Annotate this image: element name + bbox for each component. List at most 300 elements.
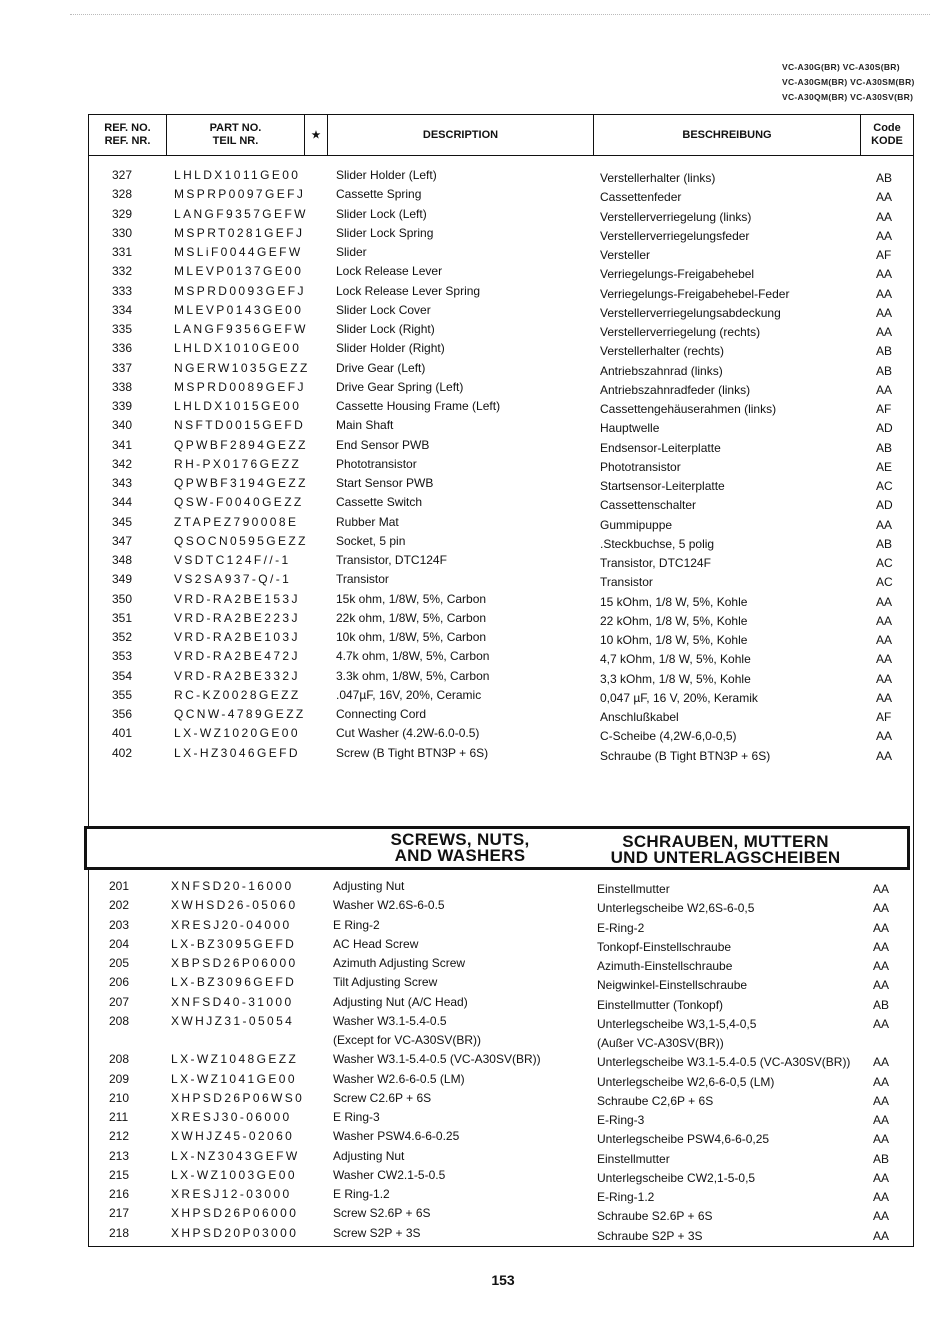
ref-no-cell: 339 (112, 399, 133, 413)
price-code-cell: AB (876, 536, 893, 551)
part-no-cell: QPWBF2894GEZZ (174, 437, 308, 452)
price-code-cell: AA (876, 228, 893, 243)
table-row (88, 243, 914, 262)
description-cell: Adjusting Nut (333, 879, 405, 893)
price-code-cell: AA (876, 286, 893, 301)
ref-no-cell: 205 (109, 956, 130, 970)
part-no-cell: MLEVP0143GE00 (174, 302, 304, 317)
header-ref-line2: REF. NR. (104, 135, 151, 147)
description-cell: 10k ohm, 1/8W, 5%, Carbon (336, 630, 487, 644)
ref-no-cell: 217 (109, 1206, 130, 1221)
price-code-cell: AA (876, 267, 893, 282)
description-cell: Lock Release Lever Spring (336, 283, 481, 298)
page-number: 153 (491, 1272, 515, 1288)
beschreibung-cell: Unterlegscheibe CW2,1-5-0,5 (597, 1170, 756, 1185)
price-code-cell: AA (876, 652, 893, 667)
description-cell: AC Head Screw (333, 936, 419, 951)
ref-no-cell: 204 (109, 936, 130, 951)
ref-no-cell: 347 (112, 533, 133, 548)
price-code-cell: AA (876, 748, 893, 763)
star-icon: ★ (311, 129, 321, 141)
beschreibung-cell: Verstellerverriegelung (links) (600, 209, 752, 224)
part-no-cell: LANGF9356GEFW (174, 322, 308, 336)
description-cell: Socket, 5 pin (336, 533, 406, 548)
table-row (88, 532, 914, 551)
description-cell: E Ring-2 (333, 917, 380, 932)
table-row (85, 935, 911, 954)
price-code-cell: AA (876, 209, 893, 224)
table-row (85, 1185, 911, 1204)
model-line: VC-A30QM(BR) VC-A30SV(BR) (782, 92, 914, 102)
table-row (85, 1070, 911, 1089)
price-code-cell: AA (873, 1074, 890, 1089)
beschreibung-cell: Einstellmutter (597, 882, 670, 896)
description-cell: E Ring-3 (333, 1110, 380, 1124)
part-no-cell: VRD-RA2BE332J (174, 668, 300, 683)
table-row (88, 224, 914, 243)
beschreibung-cell: Antriebszahnradfeder (links) (600, 382, 751, 397)
ref-no-cell: 203 (109, 917, 130, 932)
table-row (88, 205, 914, 224)
beschreibung-cell: Transistor (600, 575, 653, 590)
ref-no-cell: 218 (109, 1225, 130, 1240)
beschreibung-cell: Anschlußkabel (600, 710, 679, 724)
part-no-cell: NGERW1035GEZZ (174, 360, 310, 375)
table-row (85, 1050, 911, 1069)
part-no-cell: LHLDX1015GE00 (174, 399, 302, 413)
description-cell: Washer W2.6-6-0.5 (LM) (333, 1071, 465, 1086)
part-no-cell: QCNW-4789GEZZ (174, 707, 306, 721)
beschreibung-cell: Transistor, DTC124F (600, 556, 711, 570)
beschreibung-cell: Einstellmutter (Tonkopf) (597, 997, 724, 1012)
ref-no-cell: 210 (109, 1090, 130, 1105)
description-cell: Washer CW2.1-5-0.5 (333, 1167, 446, 1182)
table-row (88, 416, 914, 435)
part-no-cell: LX-WZ1003GE00 (171, 1167, 297, 1182)
beschreibung-cell: Einstellmutter (597, 1151, 670, 1166)
header-code-line1: Code (873, 122, 901, 134)
price-code-cell: AA (876, 633, 893, 647)
part-no-cell: MSPRD0093GEFJ (174, 283, 306, 298)
description-cell: Tilt Adjusting Screw (333, 975, 438, 990)
ref-no-cell: 355 (112, 687, 133, 702)
beschreibung-cell: Antriebszahnrad (links) (600, 363, 723, 378)
beschreibung-cell: Schraube S2.6P + 6S (597, 1209, 713, 1224)
description-cell: Slider Lock (Left) (336, 206, 427, 221)
price-code-cell: AC (876, 556, 893, 570)
description-cell: Washer W2.6S-6-0.5 (333, 898, 445, 913)
part-no-cell: XWHSD26-05060 (171, 898, 298, 913)
table-row (85, 973, 911, 992)
description-cell: Cassette Housing Frame (Left) (336, 399, 501, 413)
table-row (88, 551, 914, 570)
price-code-cell: AB (876, 440, 893, 455)
ref-no-cell: 328 (112, 187, 133, 202)
section-title-en-line1: SCREWS, NUTS, (390, 830, 530, 849)
ref-no-cell: 352 (112, 630, 133, 644)
price-code-cell: AB (876, 171, 893, 185)
description-cell: Phototransistor (336, 456, 417, 471)
price-code-cell: AA (876, 613, 893, 628)
ref-no-cell: 216 (109, 1187, 130, 1201)
description-cell: Cassette Spring (336, 187, 422, 202)
price-code-cell: AB (873, 997, 890, 1012)
table-row (88, 609, 914, 628)
ref-no-cell: 212 (109, 1129, 130, 1144)
description-cell: Lock Release Lever (336, 264, 443, 279)
table-row (88, 436, 914, 455)
description-cell: Transistor (336, 572, 389, 587)
part-no-cell: QSOCN0595GEZZ (174, 533, 308, 548)
description-cell: Drive Gear (Left) (336, 360, 426, 375)
price-code-cell: AA (873, 1170, 890, 1185)
part-no-cell: RC-KZ0028GEZZ (174, 687, 301, 702)
ref-no-cell: 331 (112, 245, 133, 259)
part-no-cell: MLEVP0137GE00 (174, 264, 304, 279)
table-row (88, 513, 914, 532)
ref-no-cell: 356 (112, 707, 133, 721)
ref-no-cell: 208 (109, 1013, 130, 1028)
part-no-cell: VRD-RA2BE103J (174, 630, 300, 644)
beschreibung-cell: Phototransistor (600, 459, 681, 474)
price-code-cell: AA (873, 882, 890, 896)
part-no-cell: XNFSD20-16000 (171, 879, 294, 893)
table-row (85, 1204, 911, 1223)
part-no-cell: MSPRT0281GEFJ (174, 225, 305, 240)
price-code-cell: AA (876, 690, 893, 705)
table-row (88, 282, 914, 301)
part-no-cell: RH-PX0176GEZZ (174, 456, 302, 471)
description-cell: Slider (336, 245, 367, 259)
beschreibung-cell: E-Ring-1.2 (597, 1190, 655, 1204)
description-cell: Washer W3.1-5.4-0.5 (VC-A30SV(BR)) (333, 1052, 541, 1067)
header-description (327, 114, 594, 156)
price-code-cell: AA (873, 920, 890, 935)
price-code-cell: AB (876, 344, 893, 359)
part-no-cell: QSW-F0040GEZZ (174, 495, 304, 510)
table-row (85, 1012, 911, 1031)
section-title-de-line2: UND UNTERLAGSCHEIBEN (610, 848, 841, 867)
price-code-cell: AA (876, 305, 893, 320)
ref-no-cell: 213 (109, 1148, 130, 1163)
description-cell: 22k ohm, 1/8W, 5%, Carbon (336, 610, 487, 625)
price-code-cell: AC (876, 575, 893, 590)
beschreibung-cell: Schraube (B Tight BTN3P + 6S) (600, 748, 771, 763)
description-cell: Slider Holder (Left) (336, 168, 437, 182)
beschreibung-cell: Gummipuppe (600, 517, 673, 532)
table-row (88, 301, 914, 320)
ref-no-cell: 401 (112, 726, 133, 741)
beschreibung-cell: Verriegelungs-Freigabehebel (600, 267, 755, 282)
price-code-cell: AE (876, 459, 893, 474)
table-row (88, 590, 914, 609)
part-no-cell: XRESJ30-06000 (171, 1110, 292, 1124)
price-code-cell: AA (873, 1113, 890, 1127)
price-code-cell: AD (876, 421, 893, 436)
price-code-cell: AA (873, 1016, 890, 1031)
part-no-cell: LX-WZ1041GE00 (171, 1071, 297, 1086)
description-cell: Cassette Switch (336, 495, 423, 510)
price-code-cell: AA (876, 190, 893, 205)
table-row (88, 397, 914, 416)
price-code-cell: AA (873, 1209, 890, 1224)
table-row (88, 628, 914, 647)
header-star (304, 114, 328, 156)
description-cell: Adjusting Nut (A/C Head) (333, 994, 468, 1009)
ref-no-cell: 206 (109, 975, 130, 990)
ref-no-cell: 341 (112, 437, 133, 452)
model-line: VC-A30G(BR) VC-A30S(BR) (782, 62, 900, 72)
table-row (88, 378, 914, 397)
beschreibung-cell: Verstellerverriegelungsfeder (600, 228, 750, 243)
beschreibung-cell: Unterlegscheibe W2,6-6-0,5 (LM) (597, 1074, 775, 1089)
description-cell: Cut Washer (4.2W-6.0-0.5) (336, 726, 480, 741)
beschreibung-cell: 3,3 kOhm, 1/8 W, 5%, Kohle (600, 671, 751, 686)
description-cell: Slider Lock Spring (336, 225, 434, 240)
ref-no-cell: 215 (109, 1167, 130, 1182)
beschreibung-cell: Unterlegscheibe W2,6S-6-0,5 (597, 901, 755, 916)
beschreibung-cell: C-Scheibe (4,2W-6,0-0,5) (600, 729, 737, 744)
beschreibung-cell: E-Ring-3 (597, 1113, 645, 1127)
header-part-line2: TEIL NR. (212, 135, 259, 147)
table-row (88, 667, 914, 686)
beschreibung-cell: Verstellerverriegelung (rechts) (600, 325, 761, 339)
description-cell: Screw S2P + 3S (333, 1225, 421, 1240)
beschreibung-cell: Endsensor-Leiterplatte (600, 440, 721, 455)
header-ref-line1: REF. NO. (104, 122, 151, 134)
ref-no-cell: 349 (112, 572, 133, 587)
beschreibung-cell: Unterlegscheibe W3.1-5.4-0.5 (VC-A30SV(BR)) (597, 1055, 851, 1070)
description-cell: Screw (B Tight BTN3P + 6S) (336, 745, 489, 760)
price-code-cell: AF (876, 248, 892, 262)
table-row (85, 993, 911, 1012)
description-cell: Adjusting Nut (333, 1148, 405, 1163)
price-code-cell: AA (873, 978, 890, 993)
part-no-cell: LHLDX1010GE00 (174, 341, 302, 356)
beschreibung-cell: Azimuth-Einstellschraube (597, 959, 733, 973)
part-no-cell: VS2SA937-Q/-1 (174, 572, 292, 587)
part-no-cell: XHPSD20P03000 (171, 1225, 299, 1240)
ref-no-cell: 350 (112, 591, 133, 606)
description-cell: Connecting Cord (336, 707, 427, 721)
part-no-cell: LX-BZ3096GEFD (171, 975, 297, 990)
price-code-cell: AA (876, 729, 893, 744)
price-code-cell: AA (873, 1190, 890, 1204)
part-no-cell: XWHJZ45-02060 (171, 1129, 295, 1144)
beschreibung-cell: Schraube C2,6P + 6S (597, 1093, 714, 1108)
scan-artifact-line (70, 14, 930, 21)
beschreibung-cell: Neigwinkel-Einstellschraube (597, 978, 748, 993)
header-beschreibung (593, 114, 861, 156)
description-cell: Slider Lock (Right) (336, 322, 435, 336)
header-description-label: DESCRIPTION (422, 128, 499, 141)
header-code-line2: KODE (871, 135, 903, 147)
table-row (88, 166, 914, 185)
part-no-cell: LX-WZ1048GEZZ (171, 1052, 299, 1067)
table-row (88, 320, 914, 339)
table-row (88, 744, 914, 763)
description-cell: 4.7k ohm, 1/8W, 5%, Carbon (336, 649, 490, 664)
description-cell: Transistor, DTC124F (336, 553, 447, 567)
description-cell: E Ring-1.2 (333, 1187, 390, 1201)
beschreibung-cell: Verstellerverriegelungsabdeckung (600, 305, 781, 320)
beschreibung-cell: 22 kOhm, 1/8 W, 5%, Kohle (600, 613, 748, 628)
price-code-cell: AA (876, 325, 893, 339)
table-row (85, 1108, 911, 1127)
description-cell: Rubber Mat (336, 514, 399, 529)
header-part-no (166, 114, 305, 156)
ref-no-cell: 330 (112, 225, 133, 240)
ref-no-cell: 353 (112, 649, 133, 664)
beschreibung-cell: Unterlegscheibe W3,1-5,4-0,5 (597, 1016, 757, 1031)
part-no-cell: LX-NZ3043GEFW (171, 1148, 300, 1163)
table-row (88, 455, 914, 474)
ref-no-cell: 336 (112, 341, 133, 356)
section-title-en-line2: AND WASHERS (394, 846, 526, 865)
ref-no-cell: 402 (112, 745, 133, 760)
beschreibung-cell: .Steckbuchse, 5 polig (600, 536, 715, 551)
price-code-cell: AA (876, 671, 893, 686)
description-cell: Drive Gear Spring (Left) (336, 379, 464, 394)
beschreibung-cell: Schraube S2P + 3S (597, 1228, 703, 1243)
part-no-cell: NSFTD0015GEFD (174, 418, 306, 433)
table-row (85, 1089, 911, 1108)
ref-no-cell: 337 (112, 360, 133, 375)
price-code-cell: AF (876, 402, 892, 416)
table-row (88, 474, 914, 493)
ref-no-cell: 211 (109, 1110, 129, 1124)
part-no-cell: XHPSD26P06WS0 (171, 1090, 305, 1105)
part-no-cell: MSLiF0044GEFW (174, 245, 303, 259)
price-code-cell: AA (876, 517, 893, 532)
description-cell: Slider Holder (Right) (336, 341, 445, 356)
price-code-cell: AA (873, 939, 890, 954)
beschreibung-cell: Tonkopf-Einstellschraube (597, 939, 732, 954)
ref-no-cell: 335 (112, 322, 133, 336)
part-no-cell: VRD-RA2BE223J (174, 610, 300, 625)
table-row (88, 339, 914, 358)
price-code-cell: AA (873, 1093, 890, 1108)
description-cell: Screw S2.6P + 6S (333, 1206, 431, 1221)
section-title-de-line1: SCHRAUBEN, MUTTERN (622, 832, 829, 851)
table-row (88, 724, 914, 743)
table-row (88, 493, 914, 512)
part-no-cell: QPWBF3194GEZZ (174, 476, 308, 490)
description-cell: 15k ohm, 1/8W, 5%, Carbon (336, 591, 487, 606)
part-no-cell: LX-HZ3046GEFD (174, 745, 300, 760)
ref-no-cell: 351 (112, 610, 133, 625)
description-cell: Start Sensor PWB (336, 476, 434, 490)
table-row (88, 262, 914, 281)
description-cell: Screw C2.6P + 6S (333, 1090, 432, 1105)
price-code-cell: AA (876, 594, 893, 609)
ref-no-cell: 334 (112, 302, 133, 317)
description-cell: (Except for VC-A30SV(BR)) (333, 1033, 482, 1047)
table-row (85, 1147, 911, 1166)
beschreibung-cell: E-Ring-2 (597, 920, 645, 935)
beschreibung-cell: 4,7 kOhm, 1/8 W, 5%, Kohle (600, 652, 751, 667)
section-title-de (598, 834, 853, 866)
price-code-cell: AF (876, 710, 892, 724)
table-row (88, 705, 914, 724)
beschreibung-cell: 10 kOhm, 1/8 W, 5%, Kohle (600, 633, 748, 647)
header-part-line1: PART NO. (209, 122, 262, 134)
beschreibung-cell: Verriegelungs-Freigabehebel-Feder (600, 286, 790, 301)
table-row (88, 686, 914, 705)
beschreibung-cell: Versteller (600, 248, 651, 262)
ref-no-cell: 202 (109, 898, 130, 913)
part-no-cell: XWHJZ31-05054 (171, 1013, 295, 1028)
part-no-cell: XRESJ12-03000 (171, 1187, 292, 1201)
ref-no-cell: 208 (109, 1052, 130, 1067)
beschreibung-cell: Cassettengehäuserahmen (links) (600, 402, 777, 416)
price-code-cell: AC (876, 479, 893, 493)
ref-no-cell: 201 (109, 879, 130, 893)
description-cell: Main Shaft (336, 418, 394, 433)
ref-no-cell: 344 (112, 495, 133, 510)
table-row (85, 1031, 911, 1050)
ref-no-cell: 329 (112, 206, 133, 221)
part-no-cell: LX-BZ3095GEFD (171, 936, 297, 951)
beschreibung-cell: Unterlegscheibe PSW4,6-6-0,25 (597, 1132, 770, 1147)
header-ref-no (88, 114, 167, 156)
description-cell: Washer PSW4.6-6-0.25 (333, 1129, 460, 1144)
ref-no-cell: 340 (112, 418, 133, 433)
price-code-cell: AA (873, 901, 890, 916)
table-row (85, 1224, 911, 1243)
ref-no-cell: 348 (112, 553, 133, 567)
table-row (85, 954, 911, 973)
beschreibung-cell: Hauptwelle (600, 421, 660, 436)
price-code-cell: AA (873, 1132, 890, 1147)
price-code-cell: AA (876, 382, 893, 397)
header-beschreibung-label: BESCHREIBUNG (682, 128, 772, 141)
ref-no-cell: 207 (109, 994, 130, 1009)
part-no-cell: MSPRD0089GEFJ (174, 379, 306, 394)
description-cell: Slider Lock Cover (336, 302, 431, 317)
table-row (85, 1166, 911, 1185)
beschreibung-cell: 15 kOhm, 1/8 W, 5%, Kohle (600, 594, 748, 609)
part-no-cell: VSDTC124F//-1 (174, 553, 291, 567)
part-no-cell: XBPSD26P06000 (171, 956, 298, 970)
ref-no-cell: 354 (112, 668, 133, 683)
table-row (88, 647, 914, 666)
ref-no-cell: 209 (109, 1071, 130, 1086)
table-row (85, 1127, 911, 1146)
part-no-cell: XNFSD40-31000 (171, 994, 294, 1009)
part-no-cell: LANGF9357GEFW (174, 206, 308, 221)
beschreibung-cell: (Außer VC-A30SV(BR)) (597, 1036, 724, 1050)
price-code-cell: AD (876, 498, 893, 513)
table-row (85, 916, 911, 935)
ref-no-cell: 338 (112, 379, 133, 394)
beschreibung-cell: 0,047 µF, 16 V, 20%, Keramik (600, 690, 758, 705)
part-no-cell: VRD-RA2BE472J (174, 649, 300, 664)
price-code-cell: AA (873, 959, 890, 973)
beschreibung-cell: Verstellerhalter (links) (600, 171, 716, 185)
header-code (860, 114, 914, 156)
price-code-cell: AA (873, 1055, 890, 1070)
part-no-cell: XHPSD26P06000 (171, 1206, 299, 1221)
part-no-cell: LHLDX1011GE00 (174, 168, 301, 182)
ref-no-cell: 343 (112, 476, 133, 490)
table-row (88, 359, 914, 378)
description-cell: .047µF, 16V, 20%, Ceramic (336, 687, 482, 702)
beschreibung-cell: Cassettenschalter (600, 498, 697, 513)
description-cell: Azimuth Adjusting Screw (333, 956, 466, 970)
price-code-cell: AB (873, 1151, 890, 1166)
beschreibung-cell: Cassettenfeder (600, 190, 682, 205)
